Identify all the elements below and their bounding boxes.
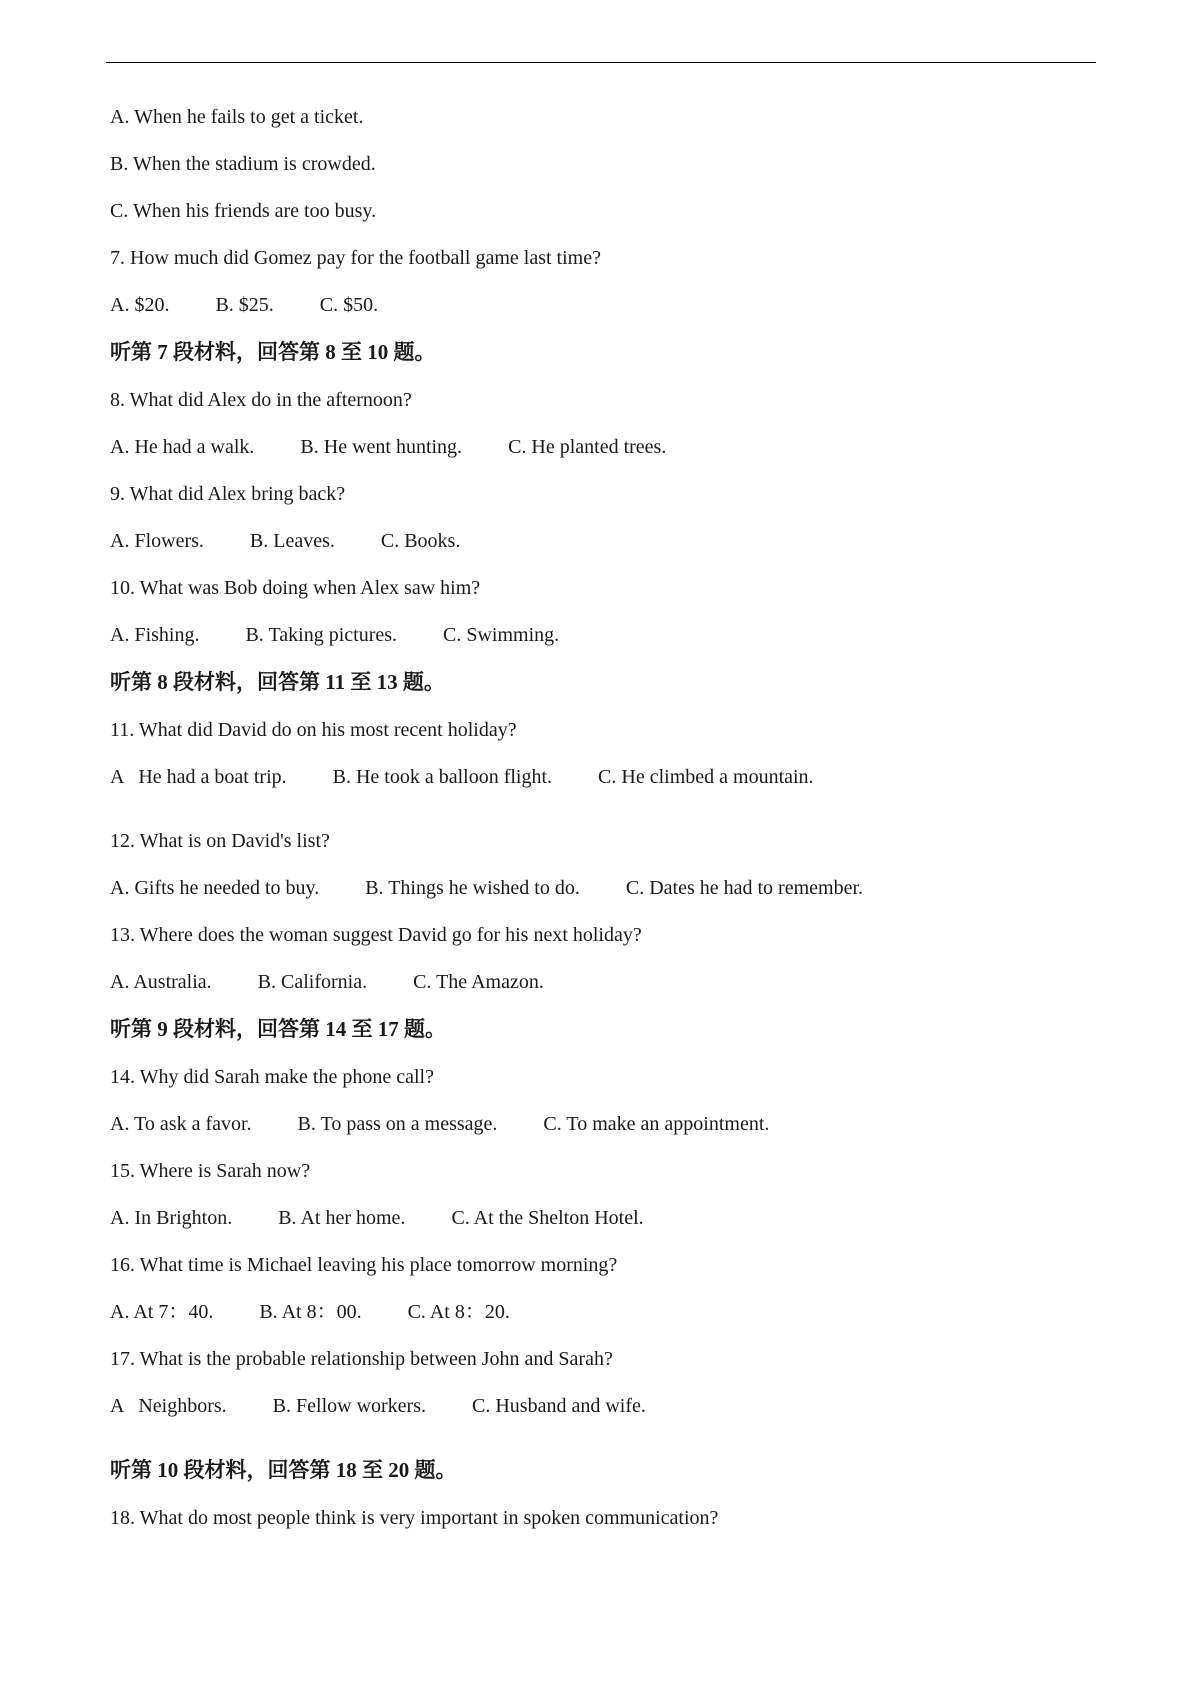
q11-options: [110, 765, 814, 789]
q10-option-b: B. Taking pictures.: [245, 624, 398, 646]
q12-option-a: A. Gifts he needed to buy.: [110, 877, 320, 899]
q15-option-b: B. At her home.: [278, 1207, 406, 1229]
q16-question: 16. What time is Michael leaving his place tomorrow morning?: [110, 1254, 618, 1276]
q14-option-b: B. To pass on a message.: [297, 1113, 498, 1135]
q13-option-b: B. California.: [257, 971, 368, 993]
section-9-heading: 听第 9 段材料，回答第 14 至 17 题。: [110, 1017, 446, 1041]
q13-option-a: A. Australia.: [110, 971, 212, 993]
q6-option-c: C. When his friends are too busy.: [110, 200, 377, 222]
q12-option-c: C. Dates he had to remember.: [625, 877, 864, 899]
q8-option-c: C. He planted trees.: [508, 436, 667, 458]
q15-option-a: A. In Brighton.: [110, 1207, 233, 1229]
q15-option-c: C. At the Shelton Hotel.: [451, 1207, 644, 1229]
q7-options: [110, 293, 378, 317]
q8-option-b: B. He went hunting.: [300, 436, 463, 458]
q11-option-c: C. He climbed a mountain.: [598, 766, 814, 788]
q12-option-b: B. Things he wished to do.: [365, 877, 580, 899]
q13-option-c: C. The Amazon.: [413, 971, 544, 993]
q16-options: [110, 1300, 510, 1324]
q14-option-a: A. To ask a favor.: [110, 1113, 252, 1135]
q11-option-b: B. He took a balloon flight.: [332, 766, 553, 788]
q17-option-c: C. Husband and wife.: [472, 1395, 646, 1417]
q10-options: [110, 623, 559, 647]
q14-option-c: C. To make an appointment.: [543, 1113, 770, 1135]
q14-options: [110, 1112, 769, 1136]
q9-options: [110, 529, 460, 553]
q12-options: [110, 876, 863, 900]
q6-option-b: B. When the stadium is crowded.: [110, 153, 376, 175]
q9-question: 9. What did Alex bring back?: [110, 483, 346, 505]
q9-option-a: A. Flowers.: [110, 530, 204, 552]
q17-option-b: B. Fellow workers.: [272, 1395, 426, 1417]
q15-options: [110, 1206, 644, 1230]
q10-option-c: C. Swimming.: [443, 624, 560, 646]
q13-question: 13. Where does the woman suggest David go for his next holiday?: [110, 924, 642, 946]
q11-option-a: A He had a boat trip.: [110, 766, 287, 788]
q6-option-a: A. When he fails to get a ticket.: [110, 106, 364, 128]
q18-question: 18. What do most people think is very important in spoken communication?: [110, 1507, 719, 1529]
q9-option-c: C. Books.: [380, 530, 461, 552]
section-7-heading: 听第 7 段材料，回答第 8 至 10 题。: [110, 340, 436, 364]
header-rule: [106, 62, 1096, 63]
q17-options: [110, 1394, 646, 1418]
q17-question: 17. What is the probable relationship between John and Sarah?: [110, 1348, 613, 1370]
q13-options: [110, 970, 544, 994]
section-10-heading: 听第 10 段材料，回答第 18 至 20 题。: [110, 1458, 457, 1482]
q7-question: 7. How much did Gomez pay for the football game last time?: [110, 247, 601, 269]
q10-option-a: A. Fishing.: [110, 624, 200, 646]
q8-question: 8. What did Alex do in the afternoon?: [110, 389, 412, 411]
q7-option-c: C. $50.: [319, 294, 379, 316]
q11-question: 11. What did David do on his most recent holiday?: [110, 719, 517, 741]
q8-option-a: A. He had a walk.: [110, 436, 255, 458]
q9-option-b: B. Leaves.: [249, 530, 335, 552]
q15-question: 15. Where is Sarah now?: [110, 1160, 311, 1182]
q12-question: 12. What is on David's list?: [110, 830, 330, 852]
q10-question: 10. What was Bob doing when Alex saw him?: [110, 577, 481, 599]
q16-option-c: C. At 8：20.: [407, 1301, 510, 1323]
q16-option-b: B. At 8：00.: [259, 1301, 362, 1323]
q17-option-a: A Neighbors.: [110, 1395, 227, 1417]
q8-options: [110, 435, 666, 459]
q7-option-b: B. $25.: [215, 294, 274, 316]
q14-question: 14. Why did Sarah make the phone call?: [110, 1066, 434, 1088]
section-8-heading: 听第 8 段材料，回答第 11 至 13 题。: [110, 670, 445, 694]
q7-option-a: A. $20.: [110, 294, 170, 316]
q16-option-a: A. At 7：40.: [110, 1301, 214, 1323]
